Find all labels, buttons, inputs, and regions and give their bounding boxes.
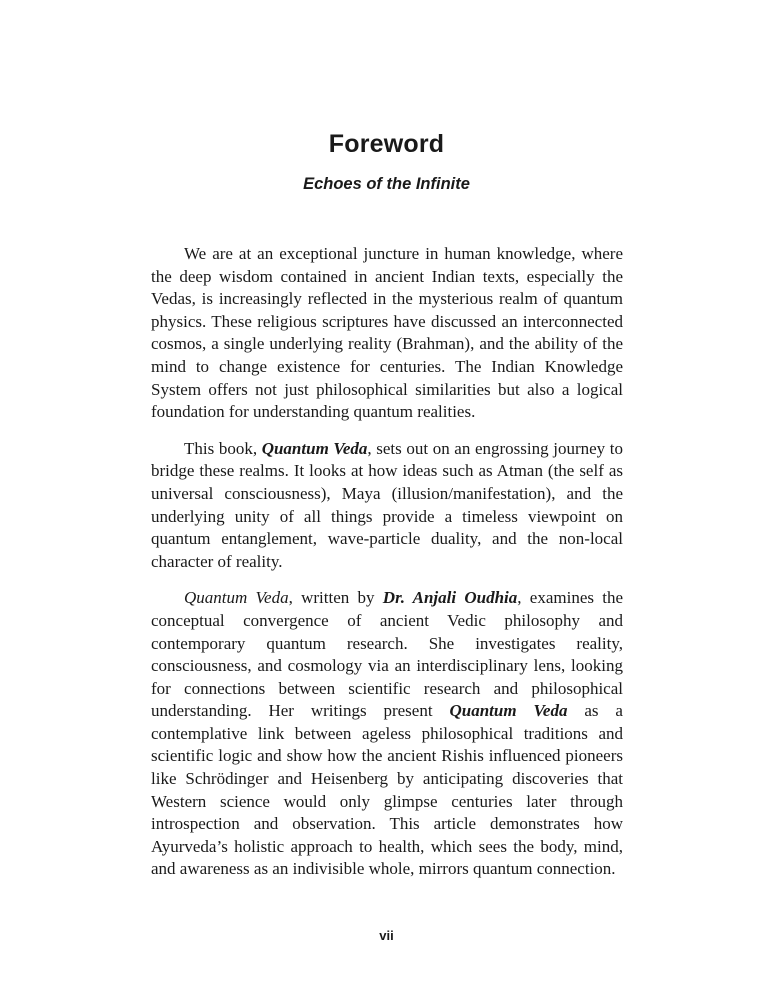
paragraph-2-text-c: , sets out on an engrossing journey to bridge these realms. It looks at how ideas such as Atman (the self as universal consciousness), Maya (illusion/manifestation), and the underlying unity of all things provide a timeless viewpoint on quantum entanglement, wave-particle duality, and the non-local character of reality.: [151, 438, 623, 571]
paragraph-3-text-b: , written by: [288, 588, 383, 608]
page-title: Foreword: [328, 130, 445, 158]
author-name: Dr. Anjali Oudhia: [382, 588, 518, 608]
paragraph-3-text-f: as a contemplative link between ageless philosophical traditions and scientific logic and show how the ancient Rishis influenced pioneers like Schrödinger and Heisenberg by anticipating discoveries that Western science would only glimpse centuries later through introspection and observation. This article demonstrates how Ayurveda’s holistic approach to health, which sees the body, mind, and awareness as an indivisible whole, mirrors quantum connection.: [151, 701, 623, 879]
paragraph-3-text-d: , examines the conceptual convergence of ancient Vedic philosophy and contemporary quantum research. She investigates reality, consciousness, and cosmology via an interdisciplinary lens, looking for connections between scientific research and philosophical understanding. Her writings present: [151, 588, 624, 721]
paragraph-3: [151, 587, 623, 881]
paragraph-2: [151, 438, 623, 574]
book-title-italic: Quantum Veda: [184, 588, 289, 608]
paragraph-1: We are at an exceptional juncture in human knowledge, where the deep wisdom contained in ancient Indian texts, especially the Vedas, is increasingly reflected in the mysterious realm of quantum physics. These religious scriptures have discussed an interconnected cosmos, a single underlying reality (Brahman), and the ability of the mind to change existence for centuries. The Indian Knowledge System offers not just philosophical similarities but also a logical foundation for understanding quantum realities.: [151, 244, 623, 422]
paragraph-2-text-a: This book,: [184, 438, 262, 458]
page-number: vii: [379, 928, 394, 943]
page-subtitle: Echoes of the Infinite: [303, 175, 470, 193]
book-title-emphasis: Quantum Veda: [261, 438, 368, 458]
book-title-emphasis-2: Quantum Veda: [449, 701, 568, 721]
foreword-body: [151, 243, 623, 895]
